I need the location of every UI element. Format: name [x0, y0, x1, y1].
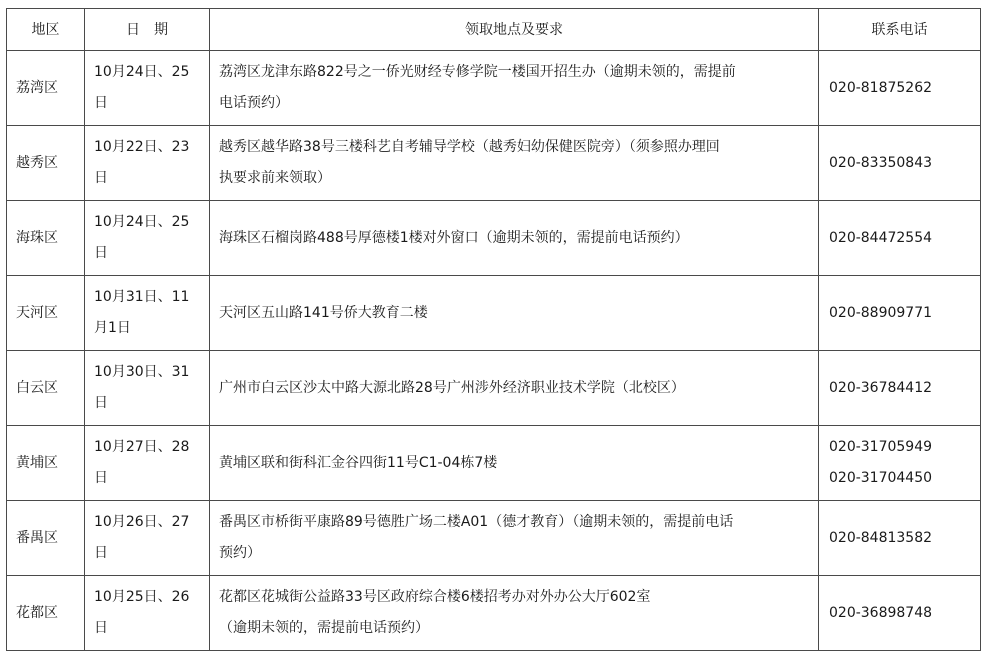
date-cell — [85, 501, 210, 576]
header-date: 日 期 — [85, 9, 210, 51]
date-line: 日 — [94, 95, 108, 111]
location-line: 越秀区越华路38号三楼科艺自考辅导学校（越秀妇幼保健医院旁）（须参照办理回 — [219, 139, 720, 155]
date-line: 10月26日、27 — [94, 514, 190, 530]
location-line: 海珠区石榴岗路488号厚德楼1楼对外窗口（逾期未领的，需提前电话预约） — [219, 229, 689, 246]
header-location: 领取地点及要求 — [210, 9, 819, 51]
date-cell — [85, 276, 210, 351]
location-cell — [210, 126, 819, 201]
date-line: 10月30日、31 — [94, 364, 190, 380]
location-line: 广州市白云区沙太中路大源北路28号广州涉外经济职业技术学院（北校区） — [219, 379, 685, 396]
header-phone: 联系电话 — [819, 9, 981, 51]
date-line: 10月25日、26 — [94, 589, 190, 605]
pickup-info-table — [6, 8, 981, 651]
location-line: （逾期未领的，需提前电话预约） — [219, 620, 429, 636]
date-line: 日 — [94, 395, 108, 411]
table-row — [7, 276, 981, 351]
phone-cell — [819, 276, 981, 351]
phone-cell — [819, 51, 981, 126]
date-line: 日 — [94, 620, 108, 636]
phone-number: 020-31704450 — [829, 470, 933, 486]
location-line: 预约） — [219, 545, 261, 561]
table-row — [7, 51, 981, 126]
phone-cell — [819, 576, 981, 651]
district-cell: 白云区 — [7, 351, 85, 426]
date-line: 日 — [94, 170, 108, 186]
date-line: 月1日 — [94, 320, 131, 336]
table-row — [7, 126, 981, 201]
location-cell — [210, 201, 819, 276]
date-line: 10月24日、25 — [94, 214, 190, 230]
location-line: 番禺区市桥街平康路89号德胜广场二楼A01（德才教育）（逾期未领的，需提前电话 — [219, 514, 734, 530]
table-row — [7, 501, 981, 576]
phone-cell — [819, 126, 981, 201]
phone-number: 020-31705949 — [829, 439, 933, 455]
date-cell — [85, 576, 210, 651]
date-cell — [85, 126, 210, 201]
location-cell — [210, 51, 819, 126]
phone-number: 020-84472554 — [829, 229, 933, 246]
district-cell: 越秀区 — [7, 126, 85, 201]
phone-number: 020-36898748 — [829, 604, 933, 621]
table-row — [7, 426, 981, 501]
district-cell: 花都区 — [7, 576, 85, 651]
date-cell — [85, 351, 210, 426]
phone-cell — [819, 501, 981, 576]
location-cell — [210, 576, 819, 651]
date-cell — [85, 426, 210, 501]
location-line: 天河区五山路141号侨大教育二楼 — [219, 304, 428, 321]
district-cell: 黄埔区 — [7, 426, 85, 501]
location-cell — [210, 351, 819, 426]
date-line: 10月22日、23 — [94, 139, 190, 155]
location-cell — [210, 501, 819, 576]
date-line: 10月31日、11 — [94, 289, 190, 305]
location-line: 电话预约） — [219, 95, 289, 111]
phone-number: 020-84813582 — [829, 529, 933, 546]
date-cell — [85, 201, 210, 276]
header-district: 地区 — [7, 9, 85, 51]
table-row — [7, 201, 981, 276]
table-row — [7, 576, 981, 651]
location-line: 花都区花城街公益路33号区政府综合楼6楼招考办对外办公大厅602室 — [219, 589, 651, 605]
date-line: 日 — [94, 245, 108, 261]
phone-number: 020-88909771 — [829, 304, 933, 321]
date-line: 日 — [94, 545, 108, 561]
location-cell — [210, 276, 819, 351]
date-line: 日 — [94, 470, 108, 486]
phone-number: 020-36784412 — [829, 379, 933, 396]
location-line: 荔湾区龙津东路822号之一侨光财经专修学院一楼国开招生办（逾期未领的，需提前 — [219, 64, 736, 80]
date-line: 10月27日、28 — [94, 439, 190, 455]
district-cell: 海珠区 — [7, 201, 85, 276]
district-cell: 荔湾区 — [7, 51, 85, 126]
header-row — [7, 9, 981, 51]
table-row — [7, 351, 981, 426]
date-line: 10月24日、25 — [94, 64, 190, 80]
location-line: 黄埔区联和街科汇金谷四街11号C1-04栋7楼 — [219, 454, 498, 471]
location-cell — [210, 426, 819, 501]
phone-number: 020-81875262 — [829, 79, 933, 96]
date-cell — [85, 51, 210, 126]
phone-cell — [819, 426, 981, 501]
phone-cell — [819, 351, 981, 426]
district-cell: 番禺区 — [7, 501, 85, 576]
phone-number: 020-83350843 — [829, 154, 933, 171]
district-cell: 天河区 — [7, 276, 85, 351]
location-line: 执要求前来领取） — [219, 170, 331, 186]
phone-cell — [819, 201, 981, 276]
